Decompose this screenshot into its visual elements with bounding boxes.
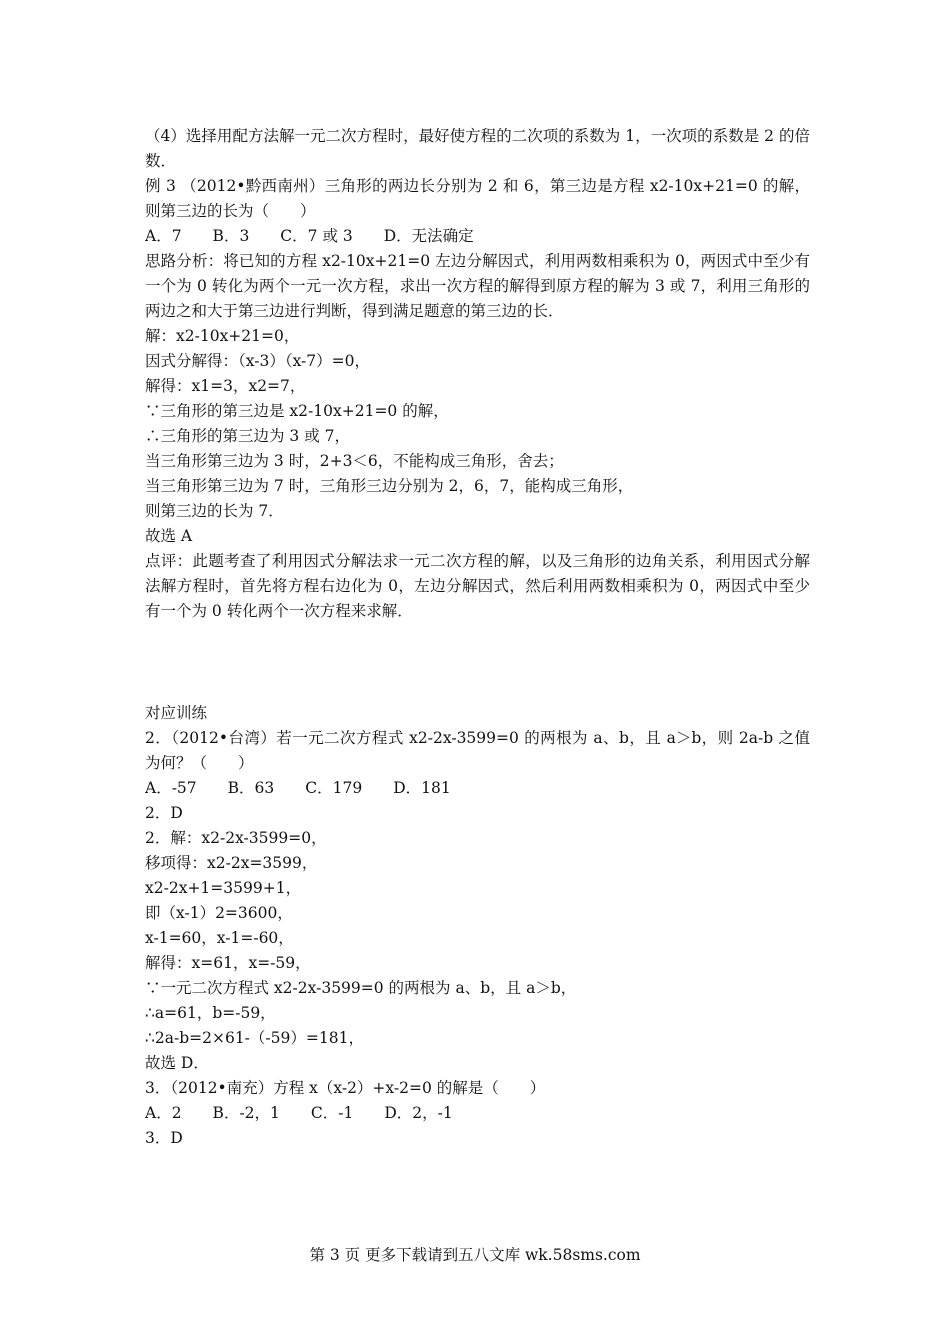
example-3-question: 例 3 （2012•黔西南州）三角形的两边长分别为 2 和 6，第三边是方程 x2-10x+21=0 的解，则第三边的长为（ ）	[145, 177, 810, 220]
solution-line: ∵三角形的第三边是 x2-10x+21=0 的解，	[145, 402, 449, 420]
solution-line: 移项得：x2-2x=3599，	[145, 854, 318, 872]
question-2-options: A．-57 B．63 C．179 D．181	[145, 779, 451, 797]
analysis-paragraph: 思路分析：将已知的方程 x2-10x+21=0 左边分解因式，利用两数相乘积为 0，两因式中至少有一个为 0 转化为两个一元一次方程，求出一次方程的解得到原方程的解为 3 或 7，利用三角形的两边之和大于第三边进行判断，得到满足题意的第三边的长．	[145, 252, 810, 320]
page-footer: 第 3 页 更多下载请到五八文库 wk.58sms.com	[309, 1246, 641, 1264]
solution-line: ∴三角形的第三边为 3 或 7，	[145, 427, 351, 445]
example-3-options: A．7 B．3 C．7 或 3 D．无法确定	[145, 227, 474, 245]
solution-line: 解得：x1=3，x2=7，	[145, 377, 306, 395]
section-heading: 对应训练	[145, 704, 208, 722]
solution-line: 当三角形第三边为 7 时，三角形三边分别为 2，6，7，能构成三角形，	[145, 477, 634, 495]
solution-line: 故选 A	[145, 527, 193, 545]
question-2: 2．（2012•台湾）若一元二次方程式 x2-2x-3599=0 的两根为 a、b，且 a＞b，则 2a-b 之值为何？（ ）	[145, 729, 810, 772]
solution-line: x2-2x+1=3599+1，	[145, 879, 302, 897]
question-3-options: A．2 B．-2，1 C．-1 D．2，-1	[145, 1104, 453, 1122]
note-4: （4）选择用配方法解一元二次方程时，最好使方程的二次项的系数为 1，一次项的系数是 2 的倍数．	[145, 127, 810, 170]
solution-line: ∴a=61，b=-59，	[145, 1004, 276, 1022]
solution-line: x-1=60，x-1=-60，	[145, 929, 294, 947]
solution-line: ∴2a-b=2×61-（-59）=181，	[145, 1029, 364, 1047]
solution-line: 即（x-1）2=3600，	[145, 904, 293, 922]
solution-block	[145, 324, 810, 549]
question-3-answer: 3．D	[145, 1129, 183, 1147]
solution-line: ∵一元二次方程式 x2-2x-3599=0 的两根为 a、b，且 a＞b，	[145, 979, 577, 997]
solution-line: 当三角形第三边为 3 时，2+3＜6，不能构成三角形，舍去；	[145, 452, 564, 470]
solution-line: 因式分解得：（x-3）（x-7）=0，	[145, 352, 370, 370]
question-2-solution	[145, 826, 810, 1076]
section-spacer	[145, 624, 810, 701]
page-content	[145, 124, 810, 1151]
comment-paragraph: 点评：此题考查了利用因式分解法求一元二次方程的解，以及三角形的边角关系，利用因式分解法解方程时，首先将方程右边化为 0，左边分解因式，然后利用两数相乘积为 0，两因式中至少有一个为 0 转化两个一次方程来求解．	[145, 552, 810, 620]
solution-line: 故选 D．	[145, 1054, 209, 1072]
solution-line: 2．解：x2-2x-3599=0，	[145, 829, 327, 847]
question-3: 3．（2012•南充）方程 x（x-2）+x-2=0 的解是（ ）	[145, 1079, 546, 1097]
question-2-answer: 2．D	[145, 804, 183, 822]
solution-line: 则第三边的长为 7．	[145, 502, 284, 520]
solution-line: 解：x2-10x+21=0，	[145, 327, 300, 345]
solution-line: 解得：x=61，x=-59，	[145, 954, 311, 972]
